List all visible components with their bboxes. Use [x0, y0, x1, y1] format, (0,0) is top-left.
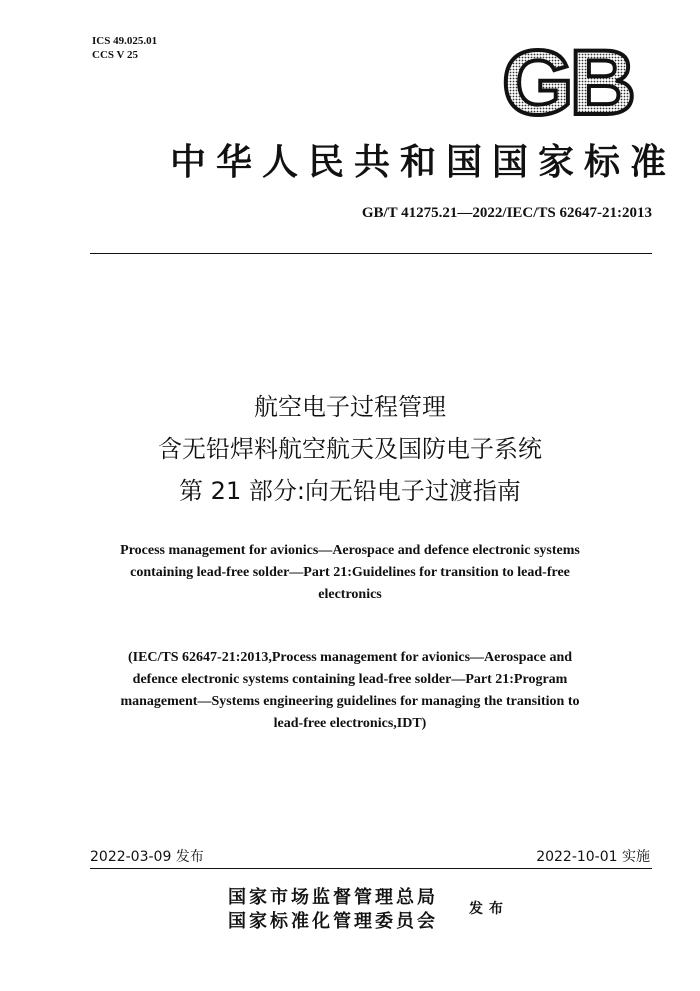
- issuer-name: 国家市场监督管理总局: [228, 887, 438, 908]
- equivalence-line: (IEC/TS 62647-21:2013,Process management for avionics—Aerospace and: [127, 650, 573, 665]
- equivalence-line: management—Systems engineering guidelines for managing the transition to: [120, 694, 580, 709]
- footer-divider: [90, 868, 652, 869]
- implementation-date: 2022-10-01 实施: [536, 849, 650, 865]
- chinese-title-line: 第 21 部分:向无铅电子过渡指南: [179, 477, 521, 505]
- english-title: [80, 540, 620, 606]
- classification-codes: [92, 34, 157, 62]
- issuer-name: 国家标准化管理委员会: [228, 911, 438, 932]
- standard-number: GB/T 41275.21—2022/IEC/TS 62647-21:2013: [361, 205, 652, 221]
- ics-code: ICS 49.025.01: [92, 35, 158, 47]
- english-title-line: containing lead-free solder—Part 21:Guidelines for transition to lead-free: [130, 565, 570, 580]
- chinese-title-line: 航空电子过程管理: [254, 393, 446, 421]
- publish-date: 2022-03-09 发布: [90, 849, 204, 865]
- gb-logo: [482, 44, 652, 120]
- equivalence-line: defence electronic systems containing lead-free solder—Part 21:Program: [132, 672, 568, 687]
- ccs-code: CCS V 25: [92, 49, 139, 61]
- equivalence-line: lead-free electronics,IDT): [273, 716, 427, 731]
- header-divider: [90, 253, 652, 254]
- equivalence-note: [70, 647, 630, 735]
- standard-category-title: 中华人民共和国国家标准: [169, 141, 676, 183]
- chinese-title: [40, 386, 660, 512]
- issuing-authorities: [228, 886, 438, 934]
- chinese-title-line: 含无铅焊料航空航天及国防电子系统: [158, 435, 542, 463]
- english-title-line: electronics: [318, 587, 382, 602]
- gb-logo-letters: GB: [502, 44, 632, 120]
- issue-label: 发布: [469, 901, 509, 917]
- english-title-line: Process management for avionics—Aerospace and defence electronic systems: [120, 543, 580, 558]
